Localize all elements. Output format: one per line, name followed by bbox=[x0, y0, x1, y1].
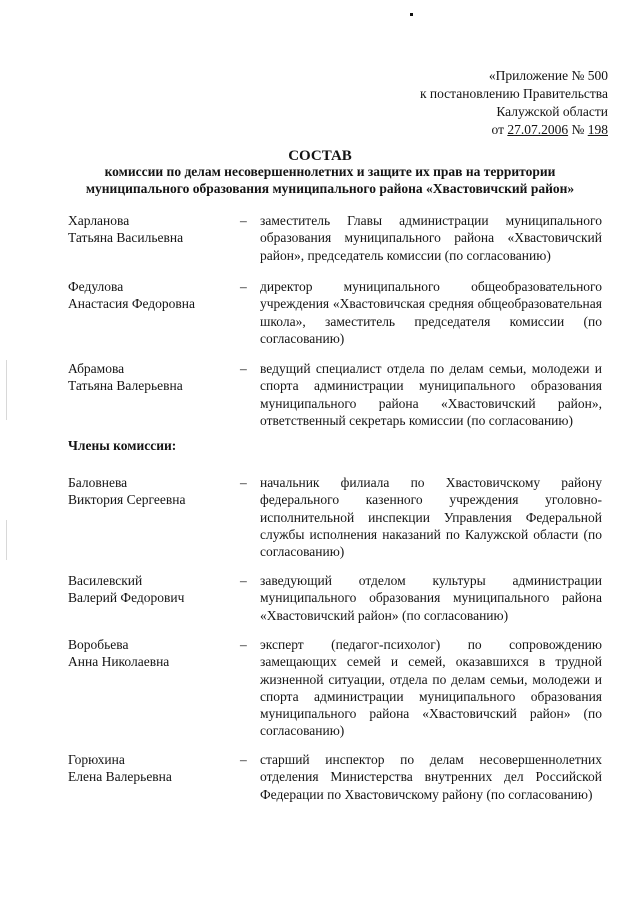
scan-edge-mark bbox=[6, 520, 7, 560]
given-names: Татьяна Васильевна bbox=[68, 230, 184, 246]
subtitle-line: комиссии по делам несовершеннолетних и защите их прав на территории bbox=[104, 164, 556, 179]
dash: – bbox=[240, 361, 247, 376]
resolution-line: к постановлению Правительства bbox=[419, 86, 608, 101]
surname: Баловнева bbox=[68, 475, 128, 490]
dash: – bbox=[240, 475, 247, 490]
person-name bbox=[68, 572, 228, 607]
dash: – bbox=[240, 752, 247, 767]
surname: Василевский bbox=[68, 573, 143, 588]
members-heading: Члены комиссии: bbox=[68, 438, 177, 453]
person-role: директор муниципального общеобразовательного учреждения «Хвастовичская средняя общеобразовательная школа», заместитель председателя комиссии (по согласованию) bbox=[260, 279, 602, 346]
scan-speck bbox=[410, 13, 413, 16]
person-name bbox=[68, 360, 228, 395]
given-names: Анна Николаевна bbox=[68, 654, 170, 670]
person-name bbox=[68, 636, 228, 671]
number-sign: № bbox=[568, 122, 588, 137]
scan-edge-mark bbox=[6, 360, 7, 420]
person-role: заместитель Главы администрации муниципального образования муниципального района «Хвастовичский район», председатель комиссии (по согласованию) bbox=[260, 213, 602, 263]
person-name bbox=[68, 278, 228, 313]
surname: Харланова bbox=[68, 213, 130, 228]
given-names: Виктория Сергеевна bbox=[68, 492, 186, 508]
number-value: 198 bbox=[587, 122, 608, 137]
given-names: Анастасия Федоровна bbox=[68, 296, 196, 312]
date-value: 27.07.2006 bbox=[507, 122, 569, 137]
person-name bbox=[68, 474, 228, 509]
surname: Горюхина bbox=[68, 752, 125, 767]
given-names: Валерий Федорович bbox=[68, 590, 185, 606]
surname: Федулова bbox=[68, 279, 124, 294]
surname: Воробьева bbox=[68, 637, 129, 652]
region-line: Калужской области bbox=[496, 104, 608, 119]
person-role: ведущий специалист отдела по делам семьи, молодежи и спорта администрации муниципального образования муниципального района «Хвастовичский район», ответственный секретарь комиссии (по согласованию) bbox=[260, 361, 602, 428]
surname: Абрамова bbox=[68, 361, 125, 376]
appendix-header bbox=[420, 67, 608, 139]
person-role: заведующий отделом культуры администрации муниципального образования муниципального района «Хвастовичский район» (по согласованию) bbox=[260, 573, 602, 623]
date-prefix: от bbox=[491, 122, 508, 137]
date-line bbox=[420, 121, 608, 139]
person-role: начальник филиала по Хвастовичскому району федерального казенного учреждения уголовно-исполнительной инспекции Управления Федеральной службы исполнения наказаний по Калужской области (по согласованию) bbox=[260, 475, 602, 560]
person-role: эксперт (педагог-психолог) по сопровождению замещающих семей и семей, оказавшихся в трудной жизненной ситуации, отдела по делам семьи, молодежи и спорта администрации муниципального образования муниципального района «Хвастовичский район» (по согласованию) bbox=[260, 637, 602, 739]
person-name bbox=[68, 751, 228, 786]
document-title: СОСТАВ bbox=[288, 148, 352, 164]
appendix-label: «Приложение № 500 bbox=[488, 68, 608, 83]
dash: – bbox=[240, 637, 247, 652]
person-name bbox=[68, 212, 228, 247]
given-names: Елена Валерьевна bbox=[68, 769, 172, 785]
dash: – bbox=[240, 279, 247, 294]
dash: – bbox=[240, 573, 247, 588]
subtitle-line: муниципального образования муниципального района «Хвастовичский район» bbox=[85, 181, 575, 196]
given-names: Татьяна Валерьевна bbox=[68, 378, 183, 394]
person-role: старший инспектор по делам несовершеннолетних отделения Министерства внутренних дел Российской Федерации по Хвастовичскому району (по согласованию) bbox=[260, 752, 602, 802]
document-subtitle bbox=[40, 163, 620, 197]
dash: – bbox=[240, 213, 247, 228]
